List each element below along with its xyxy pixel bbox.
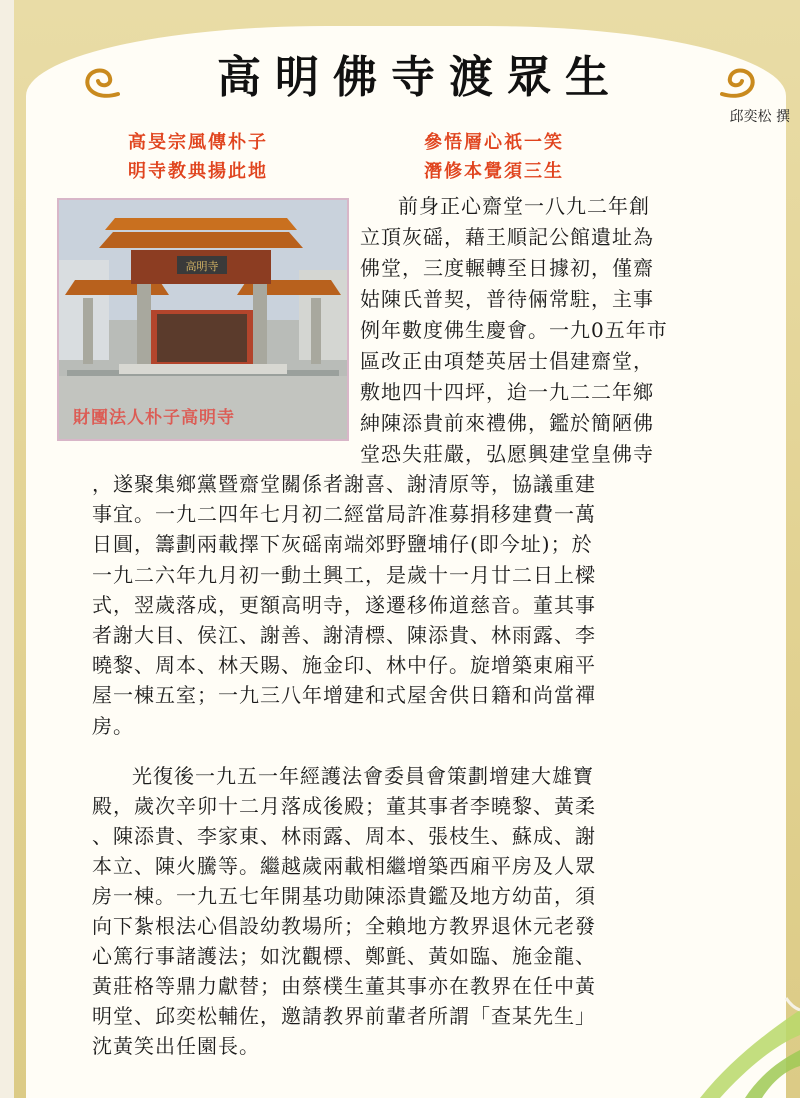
paragraph-1-side-line: 堂恐失莊嚴，弘愿興建堂皇佛寺 bbox=[360, 442, 654, 466]
temple-photo bbox=[57, 198, 349, 441]
article-title: 高明佛寺渡眾生 bbox=[217, 52, 623, 103]
paragraph-1-full-line: 曉黎、周本、林天賜、施金印、林中仔。旋增築東廂平 bbox=[92, 653, 596, 678]
paragraph-1-side-line: 佛堂，三度輾轉至日據初，僅齋 bbox=[360, 256, 654, 280]
paragraph-1-full-line: 一九二六年九月初一動土興工，是歲十一月廿二日上樑 bbox=[92, 562, 596, 587]
paragraph-1-full-line: ，遂聚集鄉黨暨齋堂關係者謝喜、謝清原等，協議重建 bbox=[92, 472, 596, 496]
paragraph-1-full-line: 屋一棟五室；一九三八年增建和式屋舍供日籍和尚當禪 bbox=[92, 683, 596, 708]
couplet-line-1-left: 高旻宗風傳朴子 bbox=[128, 132, 268, 153]
page-edge bbox=[0, 0, 14, 1098]
couplet-line-1 bbox=[128, 128, 688, 154]
paragraph-1-side-line: 紳陳添貴前來禮佛，鑑於簡陋佛 bbox=[360, 411, 654, 435]
paragraph-1-side-line: 例年數度佛生慶會。一九0五年市 bbox=[360, 318, 668, 342]
leaf-decoration-icon bbox=[690, 990, 800, 1098]
paragraph-2-line: 房一棟。一九五七年開基功勛陳添貴鑑及地方幼苗，須 bbox=[92, 884, 596, 908]
couplet-line-2-right: 潛修本覺須三生 bbox=[424, 161, 564, 182]
photo-caption: 財團法人朴子高明寺 bbox=[73, 408, 235, 428]
paragraph-1-side-line: 前身正心齋堂一八九二年創 bbox=[398, 194, 650, 218]
paragraph-1-side-line: 立頂灰磘，藉王順記公館遺址為 bbox=[360, 225, 654, 249]
paragraph-2-line: 本立、陳火騰等。繼越歲兩載相繼增築西廂平房及人眾 bbox=[92, 854, 596, 878]
temple-plaque-text: 高明寺 bbox=[185, 260, 219, 273]
paragraph-1-full-line: 日圓，籌劃兩載擇下灰磘南端郊野鹽埔仔(即今址)；於 bbox=[92, 532, 593, 557]
right-ornament-icon bbox=[716, 64, 762, 104]
paragraph-2-line: 黃莊格等鼎力獻替；由蔡樸生董其事亦在教界在任中黃 bbox=[92, 974, 596, 998]
paragraph-2-line: 、陳添貴、李家東、林雨露、周本、張枝生、蘇成、謝 bbox=[92, 824, 596, 848]
paragraph-2-line: 光復後一九五一年經護法會委員會策劃增建大雄寶 bbox=[132, 764, 594, 788]
paragraph-1-side-line: 區改正由項楚英居士倡建齋堂， bbox=[360, 349, 654, 373]
paragraph-1-full-line: 房。 bbox=[92, 713, 134, 738]
paragraph-1-side-line: 敷地四十四坪，迨一九二二年鄉 bbox=[360, 380, 654, 404]
paragraph-2-line: 沈黃笑出任園長。 bbox=[92, 1034, 260, 1058]
couplet-line-1-right: 參悟層心祇一笑 bbox=[424, 132, 564, 153]
author-byline: 邱奕松 撰 bbox=[729, 109, 790, 125]
couplet-line-2-left: 明寺教典揚此地 bbox=[128, 161, 268, 182]
paragraph-1-full-line: 事宜。一九二四年七月初二經當局許准募捐移建費一萬 bbox=[92, 502, 596, 527]
paragraph-2-line: 心篤行事諸護法；如沈觀標、鄭氈、黃如臨、施金龍、 bbox=[92, 944, 596, 968]
paragraph-1-side-line: 姑陳氏普契，普待倆常駐，主事 bbox=[360, 287, 654, 311]
paragraph-1-full-line: 式，翌歲落成，更額高明寺，遂遷移佈道慈音。董其事 bbox=[92, 592, 596, 617]
paragraph-2-line: 向下紮根法心倡設幼教場所；全賴地方教界退休元老發 bbox=[92, 914, 596, 938]
paragraph-2-line: 明堂、邱奕松輔佐，邀請教界前輩者所謂「查某先生」 bbox=[92, 1004, 596, 1028]
couplet-line-2 bbox=[128, 157, 688, 183]
paragraph-1-full-line: 者謝大目、侯江、謝善、謝清標、陳添貴、林雨露、李 bbox=[92, 623, 596, 647]
paragraph-2-line: 殿，歲次辛卯十二月落成後殿；董其事者李曉黎、黃柔 bbox=[92, 794, 596, 818]
